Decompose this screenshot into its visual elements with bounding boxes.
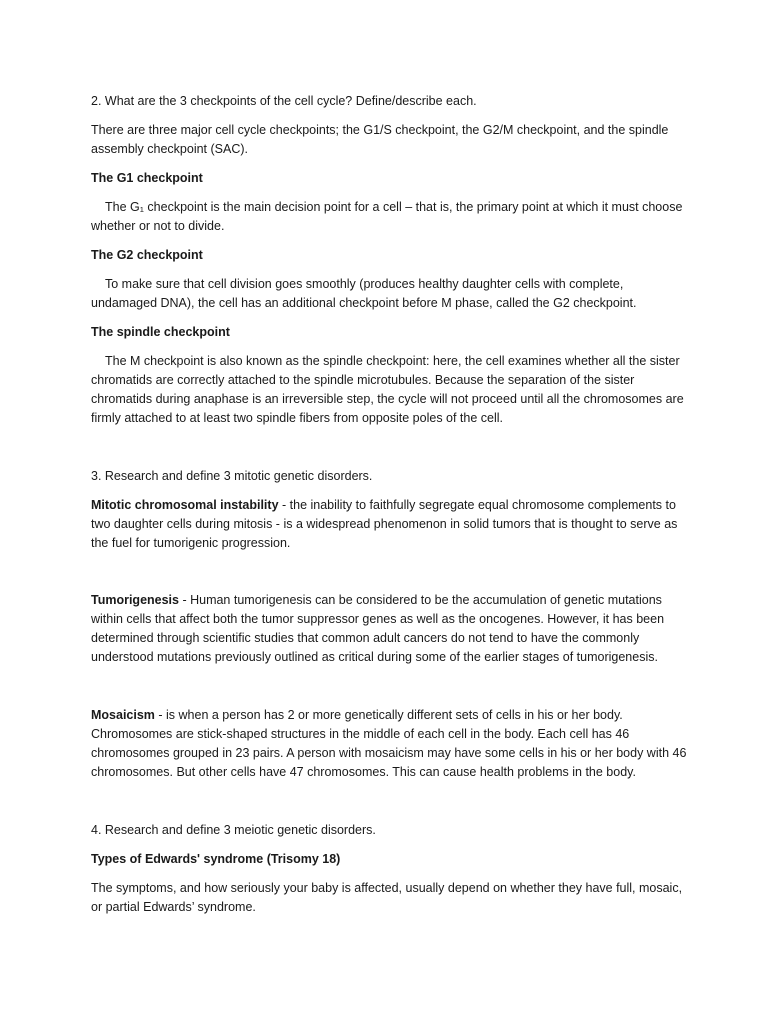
spindle-text: The M checkpoint is also known as the spindle checkpoint: here, the cell examines whether all the sister chromatids are correctly attached to the spindle microtubules. Because the separation of the sister chromatids during anaphase is an irreversible step, the cycle will not proceed until all the chromosomes are firmly attached to at least two spindle fibers from opposite poles of the cell. [91,354,684,425]
checkpoints-intro: There are three major cell cycle checkpoints; the G1/S checkpoint, the G2/M checkpoint, and the spindle assembly checkpoint (SAC). [91,123,669,156]
disorder-mitotic-instability [91,496,687,553]
question-2: 2. What are the 3 checkpoints of the cell cycle? Define/describe each. [91,94,477,108]
disorder-mosaicism [91,706,687,782]
g1-heading: The G1 checkpoint [91,171,203,185]
g1-text: The G₁ checkpoint is the main decision point for a cell – that is, the primary point at which it must choose whether or not to divide. [91,200,683,233]
question-4: 4. Research and define 3 meiotic genetic disorders. [91,823,376,837]
spindle-heading: The spindle checkpoint [91,325,230,339]
edwards-heading: Types of Edwards' syndrome (Trisomy 18) [91,852,341,866]
disorder-term: Mosaicism [91,708,155,722]
g2-text: To make sure that cell division goes smoothly (produces healthy daughter cells with complete, undamaged DNA), the cell has an additional checkpoint before M phase, called the G2 checkpoint. [91,277,637,310]
disorder-tumorigenesis [91,591,687,667]
disorder-text: - the inability to faithfully segregate equal chromosome complements to two daughter cells during mitosis - is a widespread phenomenon in solid tumors that is thought to serve as the fuel for tumorigenic progression. [91,498,678,550]
disorder-text: - is when a person has 2 or more genetically different sets of cells in his or her body. Chromosomes are stick-shaped structures in the middle of each cell in the body. Each cell has 46 chromosomes grouped in 23 pairs. A person with mosaicism may have some cells in his or her body with 46 chromosomes. But other cells have 47 chromosomes. This can cause health problems in the body. [91,708,687,779]
edwards-text: The symptoms, and how seriously your baby is affected, usually depend on whether they have full, mosaic, or partial Edwards’ syndrome. [91,881,683,914]
question-3: 3. Research and define 3 mitotic genetic disorders. [91,469,373,483]
g2-heading: The G2 checkpoint [91,248,203,262]
disorder-text: - Human tumorigenesis can be considered to be the accumulation of genetic mutations within cells that affect both the tumor suppressor genes as well as the oncogenes. However, it has been determined through scientific studies that common adult cancers do not tend to have the commonly understood mutations previously outlined as critical during some of the earlier stages of tumorigenesis. [91,593,665,664]
disorder-term: Tumorigenesis [91,593,179,607]
disorder-term: Mitotic chromosomal instability [91,498,279,512]
